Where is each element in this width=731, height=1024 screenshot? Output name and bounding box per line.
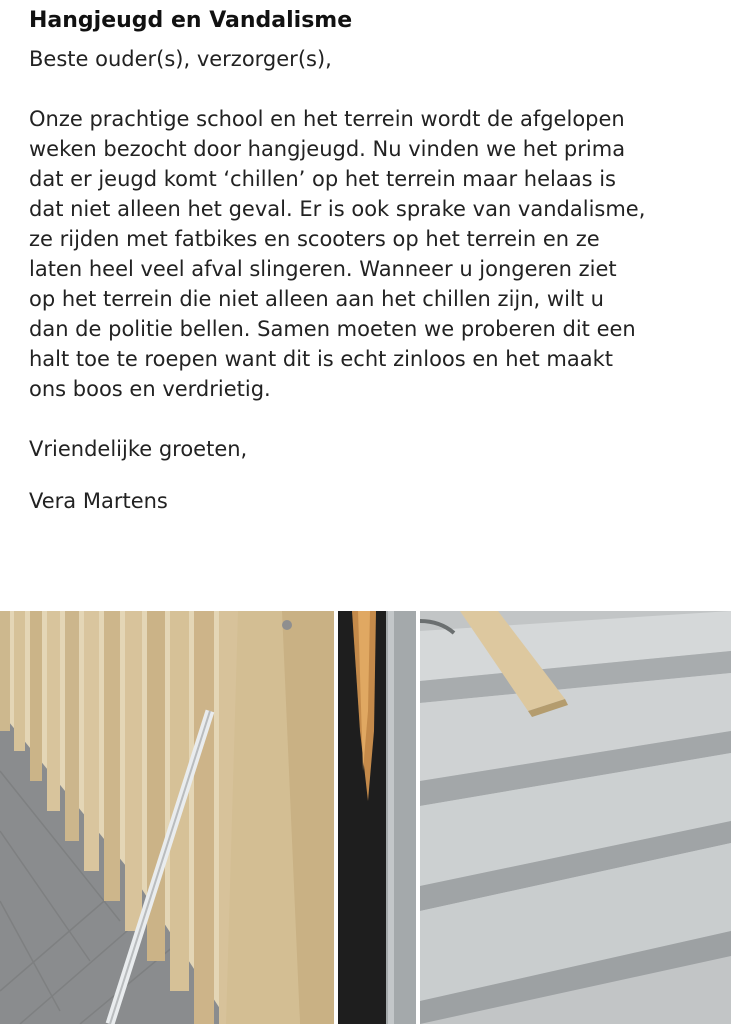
body-line: ons boos en verdrietig. bbox=[29, 377, 271, 401]
body-line: Onze prachtige school en het terrein wordt de afgelopen bbox=[29, 107, 625, 131]
body-line: dat er jeugd komt ‘chillen’ op het terrein maar helaas is bbox=[29, 167, 616, 191]
post-title: Hangjeugd en Vandalisme bbox=[29, 8, 353, 33]
closing: Vriendelijke groeten, bbox=[29, 437, 248, 461]
body-line: weken bezocht door hangjeugd. Nu vinden we het prima bbox=[29, 137, 626, 161]
damaged-wooden-fence-photo[interactable] bbox=[0, 611, 338, 1024]
photo-collage bbox=[0, 611, 731, 1024]
broken-post-photo[interactable] bbox=[338, 611, 418, 1024]
body-line: op het terrein die niet alleen aan het chillen zijn, wilt u bbox=[29, 287, 604, 311]
body-line: dat niet alleen het geval. Er is ook sprake van vandalisme, bbox=[29, 197, 646, 221]
body-paragraph bbox=[29, 104, 719, 404]
body-line: ze rijden met fatbikes en scooters op het terrein en ze bbox=[29, 227, 600, 251]
body-line: dan de politie bellen. Samen moeten we proberen dit een bbox=[29, 317, 636, 341]
greeting: Beste ouder(s), verzorger(s), bbox=[29, 47, 332, 71]
body-line: halt toe te roepen want dit is echt zinloos en het maakt bbox=[29, 347, 614, 371]
post-text bbox=[29, 6, 719, 516]
signature: Vera Martens bbox=[29, 489, 168, 513]
body-line: laten heel veel afval slingeren. Wanneer u jongeren ziet bbox=[29, 257, 617, 281]
stairs-with-broken-railing-photo[interactable] bbox=[420, 611, 731, 1024]
